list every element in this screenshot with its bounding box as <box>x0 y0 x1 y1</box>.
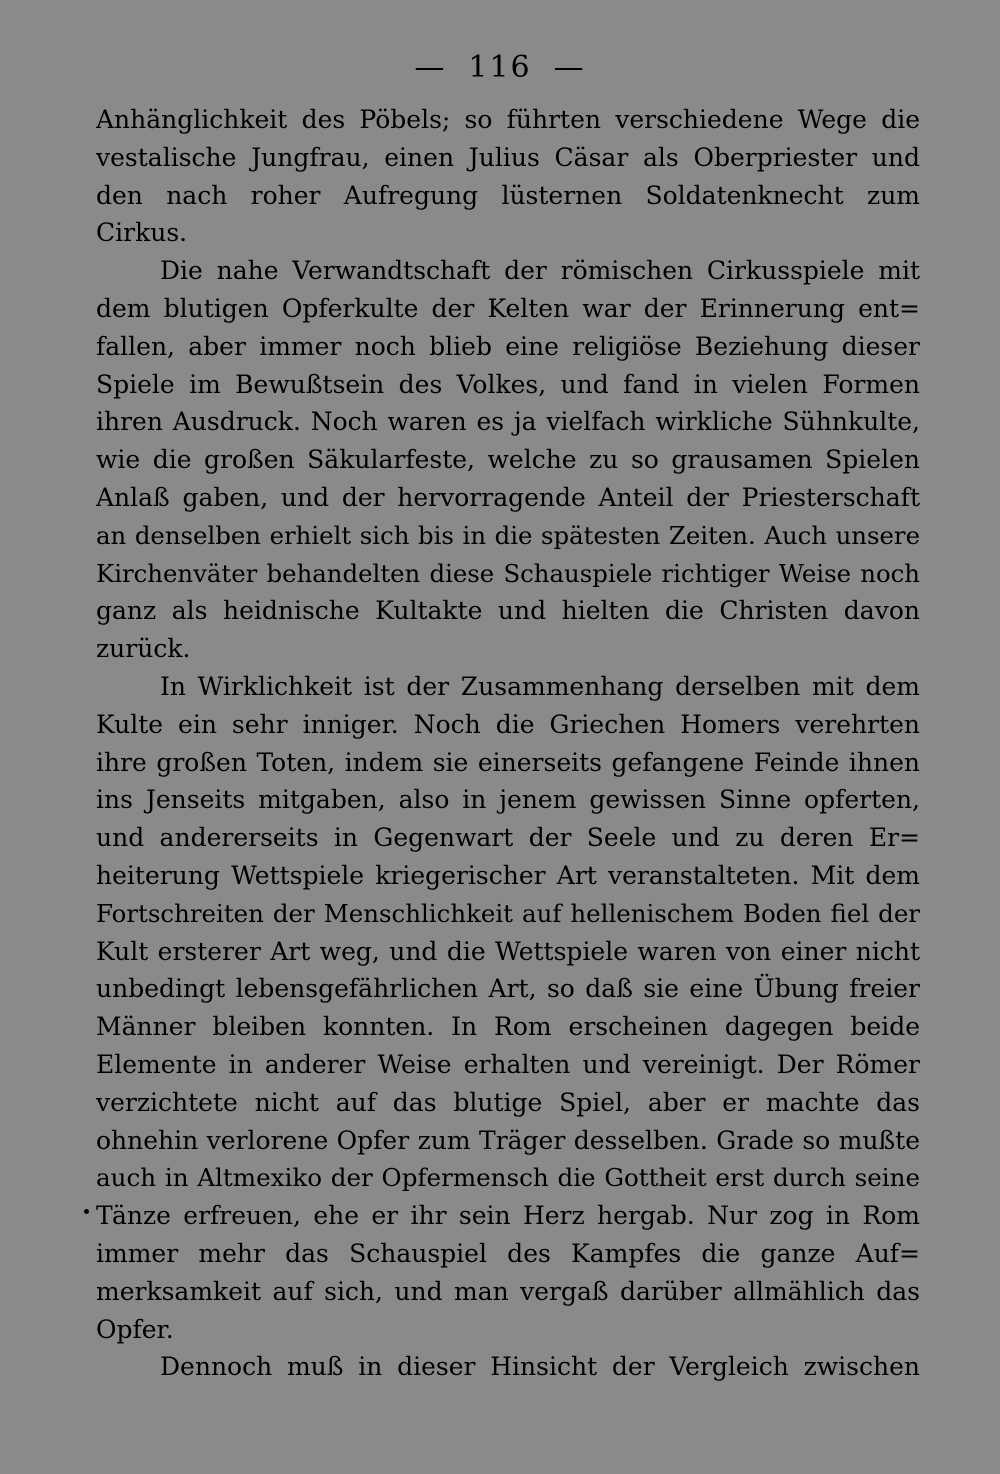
text-line: Kult ersterer Art weg, und die Wettspiele waren von einer nicht <box>96 936 920 966</box>
text-line: unbedingt lebensgefährlichen Art, so daß sie eine Übung freier <box>96 974 920 1004</box>
text-line: Elemente in anderer Weise erhalten und vereinigt. Der Römer <box>96 1049 920 1079</box>
text-line: wie die großen Säkularfeste, welche zu so grausamen Spielen <box>96 445 920 475</box>
text-line: Dennoch muß in dieser Hinsicht der Vergleich zwischen <box>160 1352 920 1382</box>
text-line: Spiele im Bewußtsein des Volkes, und fand in vielen Formen <box>96 369 920 399</box>
text-line: Anhänglichkeit des Pöbels; so führten verschiedene Wege die <box>96 105 920 134</box>
text-line: zurück. <box>96 634 191 664</box>
text-line: ohnehin verlorene Opfer zum Träger desselben. Grade so mußte <box>96 1125 920 1155</box>
text-line: immer mehr das Schauspiel des Kampfes die ganze Auf= <box>96 1238 920 1268</box>
text-line: Die nahe Verwandtschaft der römischen Cirkusspiele mit <box>160 256 920 286</box>
text-line: Kirchenväter behandelten diese Schauspiele richtiger Weise noch <box>96 558 920 588</box>
text-line: vestalische Jungfrau, einen Julius Cäsar als Oberpriester und <box>96 142 920 172</box>
text-line: dem blutigen Opferkulte der Kelten war der Erinnerung ent= <box>96 293 920 323</box>
text-line: Opfer. <box>96 1314 174 1344</box>
text-line: Männer bleiben konnten. In Rom erscheinen dagegen beide <box>96 1012 920 1042</box>
text-line: ihren Ausdruck. Noch waren es ja vielfach wirkliche Sühnkulte, <box>96 407 920 437</box>
margin-dot-mark <box>84 1209 89 1214</box>
text-line: merksamkeit auf sich, und man vergaß darüber allmählich das <box>96 1276 920 1306</box>
text-line: Tänze erfreuen, ehe er ihr sein Herz hergab. Nur zog in Rom <box>96 1201 920 1231</box>
page-number-dash-right: — <box>553 50 586 85</box>
text-line: ganz als heidnische Kultakte und hielten die Christen davon <box>96 596 920 626</box>
text-line: verzichtete nicht auf das blutige Spiel, aber er machte das <box>96 1087 920 1117</box>
text-line: auch in Altmexiko der Opfermensch die Gottheit erst durch seine <box>96 1163 920 1193</box>
text-line: fallen, aber immer noch blieb eine religiöse Beziehung dieser <box>96 331 920 361</box>
text-line: Cirkus. <box>96 218 188 248</box>
page-number: 116 <box>468 50 532 85</box>
page-number-dash-left: — <box>414 50 447 85</box>
text-line: ins Jenseits mitgaben, also in jenem gewissen Sinne opferten, <box>96 785 920 815</box>
text-line: an denselben erhielt sich bis in die spätesten Zeiten. Auch unsere <box>96 520 920 550</box>
text-line: den nach roher Aufregung lüsternen Soldatenknecht zum <box>96 180 920 210</box>
text-line: Fortschreiten der Menschlichkeit auf hellenischem Boden fiel der <box>96 898 920 928</box>
text-line: und andererseits in Gegenwart der Seele und zu deren Er= <box>96 823 920 853</box>
text-line: Kulte ein sehr inniger. Noch die Griechen Homers verehrten <box>96 709 920 739</box>
text-line: heiterung Wettspiele kriegerischer Art veranstalteten. Mit dem <box>96 860 920 890</box>
text-line: ihre großen Toten, indem sie einerseits gefangene Feinde ihnen <box>96 747 920 777</box>
text-line: In Wirklichkeit ist der Zusammenhang derselben mit dem <box>160 671 920 701</box>
text-line: Anlaß gaben, und der hervorragende Anteil der Priesterschaft <box>96 482 920 512</box>
page-number-header <box>0 48 1000 88</box>
body-text <box>96 101 920 1386</box>
